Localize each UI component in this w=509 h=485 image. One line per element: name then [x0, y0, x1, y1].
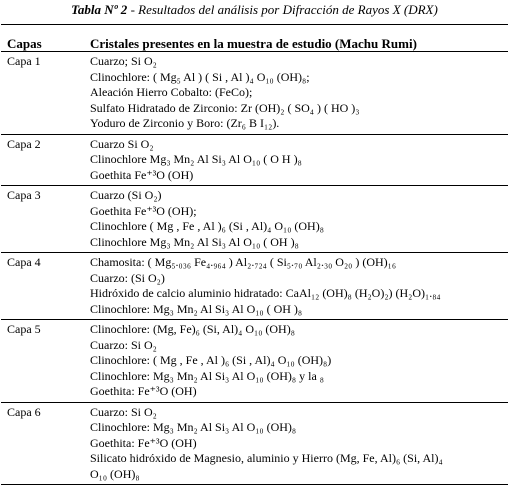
mineral-line: Cuarzo Si O₂ [90, 136, 154, 151]
mineral-line: Cuarzo; Si O₂ [90, 54, 157, 68]
mineral-line: Cuarzo: (Si O₂) [90, 270, 165, 285]
header-capas: Capas [1, 25, 90, 52]
table-caption [0, 1, 509, 18]
mineral-line: Hidróxido de calcio aluminio hidratado: CaAl₁₂ (OH)₈ (H₂O)₂) (H₂O)₁.₈₄ [90, 286, 441, 300]
mineral-line: Aleación Hierro Cobalto: (FeCo); [90, 85, 253, 99]
cristales-cell [90, 134, 508, 186]
header-cristales: Cristales presentes en la muestra de estudio (Machu Rumi) [90, 25, 508, 52]
cristales-cell [90, 52, 508, 135]
capa-cell: Capa 2 [7, 136, 41, 151]
mineral-line: Yoduro de Zirconio y Boro: (Zr₆ B I₁₂). [90, 116, 280, 130]
capa-cell: Capa 6 [7, 404, 41, 419]
mineral-line: Clinochlore: ( Mg₅ Al ) ( Si , Al )₄ O₁₀ (OH)₈; [90, 69, 310, 84]
table-row [1, 253, 508, 320]
results-table [1, 24, 508, 485]
table-body [1, 52, 508, 485]
mineral-line: Cuarzo (Si O₂) [90, 188, 162, 202]
cristales-cell [90, 253, 508, 320]
mineral-line: Chamosita: ( Mg₅.₀₃₆ Fe₄.₉₆₄ ) Al₂.₇₂₄ ( Si₅.₇₀ Al₂.₃₀ O₂₀ ) (OH)₁₆ [90, 255, 397, 269]
mineral-line: Sulfato Hidratado de Zirconio: Zr (OH)₂ ( SO₄ ) ( HO )₃ [90, 100, 360, 115]
table-row [1, 52, 508, 135]
cristales-cell [90, 320, 508, 403]
capa-cell: Capa 5 [7, 322, 41, 336]
mineral-line: Clinochlore: Mg₃ Mn₂ Al Si₃ Al O₁₀ (OH)₈ y la ₈ [90, 368, 324, 383]
caption-suffix: - Resultados del análisis por Difracción de Rayos X (DRX) [127, 2, 438, 17]
mineral-line: O₁₀ (OH)₈ [90, 466, 140, 481]
mineral-line: Clinochlore: Mg₃ Mn₂ Al Si₃ Al O₁₀ ( OH )₈ [90, 301, 303, 316]
caption-prefix: Tabla Nº 2 [71, 2, 128, 17]
table-row [1, 186, 508, 253]
cristales-cell [90, 186, 508, 253]
table-row [1, 134, 508, 186]
mineral-line: Clinochlore: (Mg, Fe)₆ (Si, Al)₄ O₁₀ (OH)₈ [90, 322, 295, 336]
mineral-line: Clinochlore Mg₃ Mn₂ Al Si₃ Al O₁₀ ( O H )₈ [90, 152, 302, 166]
mineral-line: Clinochlore: Mg₃ Mn₂ Al Si₃ Al O₁₀ (OH)₈ [90, 420, 297, 434]
mineral-line: Clinochlore: ( Mg , Fe , Al )₆ (Si , Al)₄ O₁₀ (OH)₈) [90, 353, 332, 367]
mineral-line: Goethita: Fe⁺³O (OH) [90, 435, 197, 450]
capa-cell: Capa 4 [7, 255, 41, 269]
mineral-line: Silicato hidróxido de Magnesio, aluminio y Hierro (Mg, Fe, Al)₆ (Si, Al)₄ [90, 451, 443, 465]
capa-cell: Capa 1 [7, 54, 41, 68]
mineral-line: Goethita: Fe⁺³O (OH) [90, 384, 197, 398]
capa-cell: Capa 3 [7, 188, 41, 202]
table-header-row [1, 25, 508, 52]
mineral-line: Goethita Fe⁺³O (OH); [90, 203, 197, 218]
mineral-line: Cuarzo: Si O₂ [90, 404, 157, 419]
mineral-line: Cuarzo: Si O₂ [90, 337, 157, 352]
mineral-line: Clinochlore ( Mg , Fe , Al )₆ (Si , Al)₄ O₁₀ (OH)₈ [90, 219, 324, 233]
mineral-line: Goethita Fe⁺³O (OH) [90, 167, 194, 182]
table-row [1, 402, 508, 485]
cristales-cell [90, 402, 508, 485]
table-row [1, 320, 508, 403]
mineral-line: Clinochlore Mg₃ Mn₂ Al Si₃ Al O₁₀ ( OH )₈ [90, 234, 299, 249]
